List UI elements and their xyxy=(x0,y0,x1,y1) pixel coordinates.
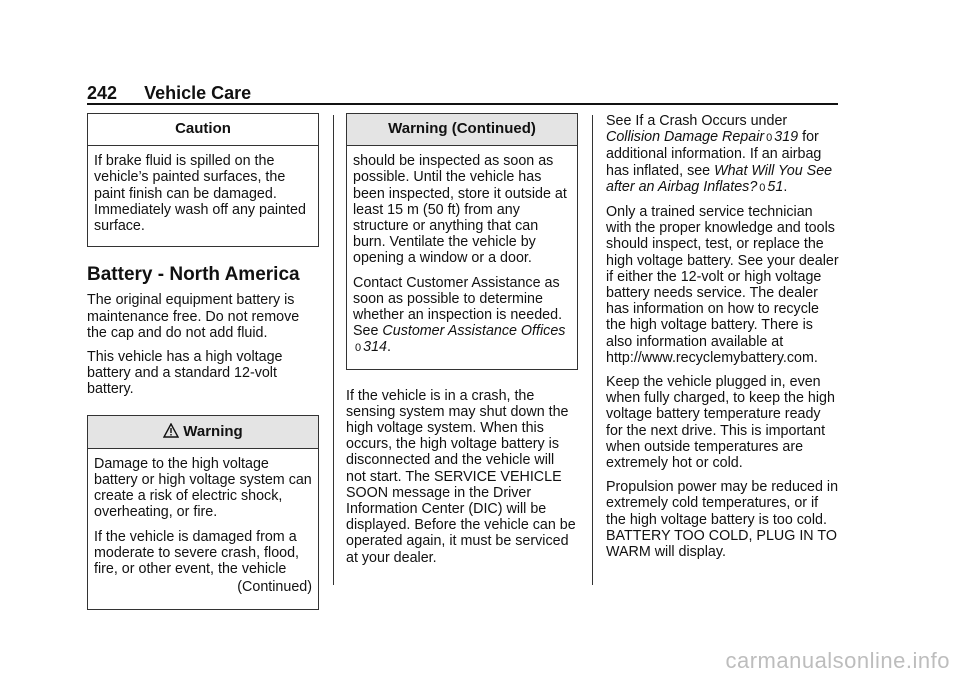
column-2 xyxy=(346,113,578,574)
page-ref-arrow-icon: 0 xyxy=(355,342,362,355)
page-ref-arrow-icon: 0 xyxy=(766,132,773,145)
column-divider-2 xyxy=(592,115,593,585)
battery-paragraph-2: This vehicle has a high voltage battery and a standard 12-volt battery. xyxy=(87,349,283,398)
collision-damage-link[interactable]: Collision Damage Repair xyxy=(606,129,765,146)
technician-paragraph: Only a trained service technician with the proper knowledge and tools should inspect, test, or replace the high voltage battery. See your dealer if either the 12-volt or high voltage battery needs service. The dealer has information on how to recycle the high voltage battery. There is also information available at http://www.recyclemybattery.com. xyxy=(606,204,839,366)
crash-paragraph: If the vehicle is in a crash, the sensing system may shut down the high voltage system. When this occurs, the high voltage battery is disconnected and the vehicle will not start. The SERVICE VEHICLE SOON message in the Driver Information Center (DIC) will be displayed. Before the vehicle can be operated again, it must be serviced at your dealer. xyxy=(346,387,576,566)
plugged-in-paragraph: Keep the vehicle plugged in, even when fully charged, to keep the high voltage battery temperature ready for the next drive. This is important when outside temperatures are extremely hot or cold. xyxy=(606,374,835,472)
column-divider-1 xyxy=(333,115,334,585)
caution-text: If brake fluid is spilled on the vehicle’s painted surfaces, the paint finish can be damaged. Immediately wash off any painted surface. xyxy=(94,153,306,235)
crash-reference-paragraph xyxy=(606,113,840,196)
warning-continued-paragraph-1: should be inspected as soon as possible. Until the vehicle has been inspected, store it outside at least 15 m (50 ft) from any structure or anything that can burn. Ventilate the vehicle by opening a window or a door. xyxy=(353,153,567,267)
see-text: See If a Crash Occurs under xyxy=(606,113,788,129)
warning-continued-text: Contact Customer Assistance as soon as possible to determine whether an inspection is needed. See xyxy=(353,274,563,340)
warning-box-2 xyxy=(346,113,578,370)
page-ref-51[interactable]: 51 xyxy=(767,178,784,195)
page-number: 242 xyxy=(87,83,118,103)
battery-heading: Battery - North America xyxy=(87,264,300,286)
period: . xyxy=(386,339,391,356)
warning-continued-paragraph-2 xyxy=(353,275,571,357)
warning-title xyxy=(88,416,318,449)
warning-paragraph-2: If the vehicle is damaged from a moderate to severe crash, flood, fire, or other event, the vehicle xyxy=(94,528,300,578)
caution-box xyxy=(87,113,319,247)
page-ref-arrow-icon: 0 xyxy=(759,181,766,194)
header-rule xyxy=(87,103,838,105)
warning-continued-title: Warning (Continued) xyxy=(347,114,577,146)
page-ref-314[interactable]: 314 xyxy=(363,339,387,356)
warning-title-text: Warning xyxy=(183,422,243,440)
page-header xyxy=(87,83,251,104)
reference-mid-text: for additional information. If an airbag has inflated, see xyxy=(606,129,822,179)
caution-title: Caution xyxy=(88,114,318,146)
section-title: Vehicle Care xyxy=(144,83,252,103)
customer-assistance-link[interactable]: Customer Assistance Offices xyxy=(382,323,566,340)
battery-paragraph-1: The original equipment battery is maintenance free. Do not remove the cap and do not add fluid. xyxy=(87,292,300,341)
propulsion-paragraph: Propulsion power may be reduced in extremely cold temperatures, or if the high voltage battery is too cold. BATTERY TOO COLD, PLUG IN TO WARM will display. xyxy=(606,479,839,561)
warning-box-1 xyxy=(87,415,319,611)
column-3 xyxy=(606,113,840,568)
warning-paragraph-1: Damage to the high voltage battery or high voltage system can create a risk of electric shock, overheating, or fire. xyxy=(94,455,312,521)
airbag-inflates-link[interactable]: What Will You See after an Airbag Inflates? xyxy=(606,162,833,195)
warning-triangle-icon xyxy=(163,423,179,438)
page-ref-319[interactable]: 319 xyxy=(774,129,799,146)
column-1 xyxy=(87,113,319,610)
continued-label: (Continued) xyxy=(237,579,312,596)
watermark: carmanualsonline.info xyxy=(725,648,950,673)
period: . xyxy=(783,178,788,195)
